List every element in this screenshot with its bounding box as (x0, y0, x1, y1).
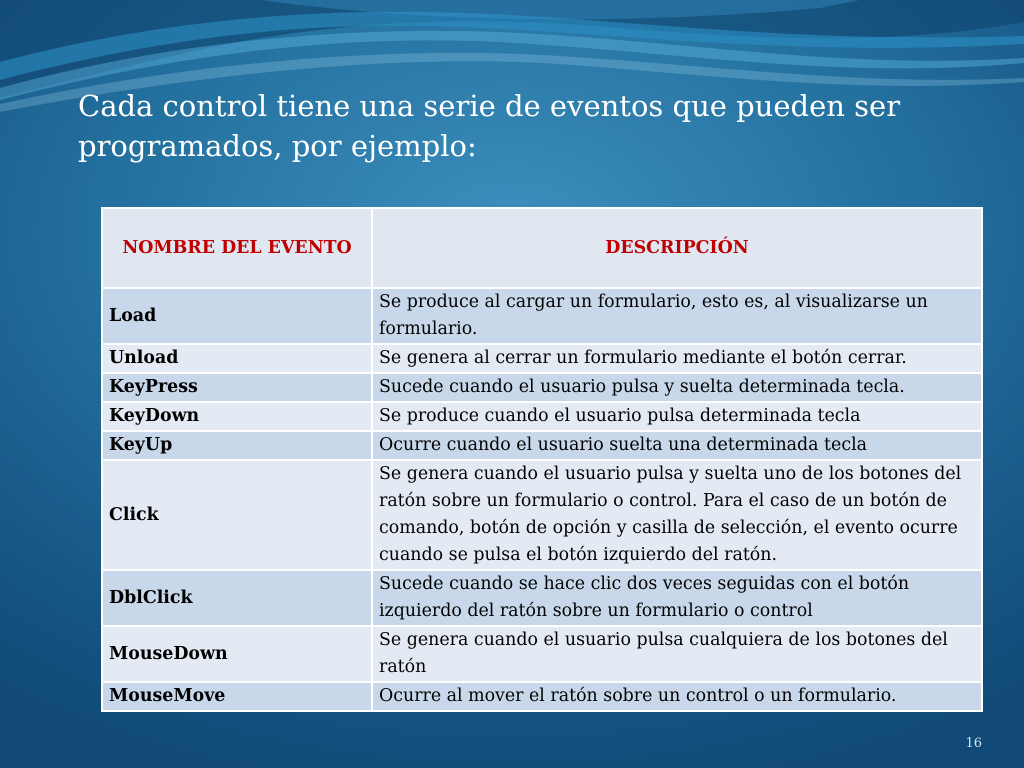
header-event-name: NOMBRE DEL EVENTO (102, 208, 372, 288)
table-row (102, 431, 982, 460)
event-description: Se produce al cargar un formulario, esto es, al visualizarse un formulario. (372, 288, 982, 344)
event-description: Sucede cuando el usuario pulsa y suelta determinada tecla. (372, 373, 982, 402)
event-description: Ocurre cuando el usuario suelta una determinada tecla (372, 431, 982, 460)
event-description: Se genera al cerrar un formulario mediante el botón cerrar. (372, 344, 982, 373)
event-name: KeyPress (102, 373, 372, 402)
event-name: MouseMove (102, 682, 372, 711)
events-table (101, 207, 983, 712)
table-row (102, 570, 982, 626)
event-name: KeyUp (102, 431, 372, 460)
event-description: Se produce cuando el usuario pulsa determinada tecla (372, 402, 982, 431)
slide-number: 16 (965, 736, 982, 751)
table-row (102, 682, 982, 711)
event-name: KeyDown (102, 402, 372, 431)
event-name: Unload (102, 344, 372, 373)
slide-title: Cada control tiene una serie de eventos que pueden ser programados, por ejemplo: (78, 89, 901, 163)
table-header-row (102, 208, 982, 288)
table-row (102, 344, 982, 373)
event-name: Load (102, 288, 372, 344)
header-description: DESCRIPCIÓN (372, 208, 982, 288)
event-description: Se genera cuando el usuario pulsa y suelta uno de los botones del ratón sobre un formulario o control. Para el caso de un botón de comando, botón de opción y casilla de selección, el evento ocurre cuando se pulsa el botón izquierdo del ratón. (372, 460, 982, 570)
table-row (102, 626, 982, 682)
event-name: MouseDown (102, 626, 372, 682)
table-row (102, 373, 982, 402)
event-description: Se genera cuando el usuario pulsa cualquiera de los botones del ratón (372, 626, 982, 682)
event-description: Ocurre al mover el ratón sobre un control o un formulario. (372, 682, 982, 711)
event-description: Sucede cuando se hace clic dos veces seguidas con el botón izquierdo del ratón sobre un formulario o control (372, 570, 982, 626)
event-name: Click (102, 460, 372, 570)
table-row (102, 402, 982, 431)
table-row (102, 460, 982, 570)
event-name: DblClick (102, 570, 372, 626)
table-row (102, 288, 982, 344)
